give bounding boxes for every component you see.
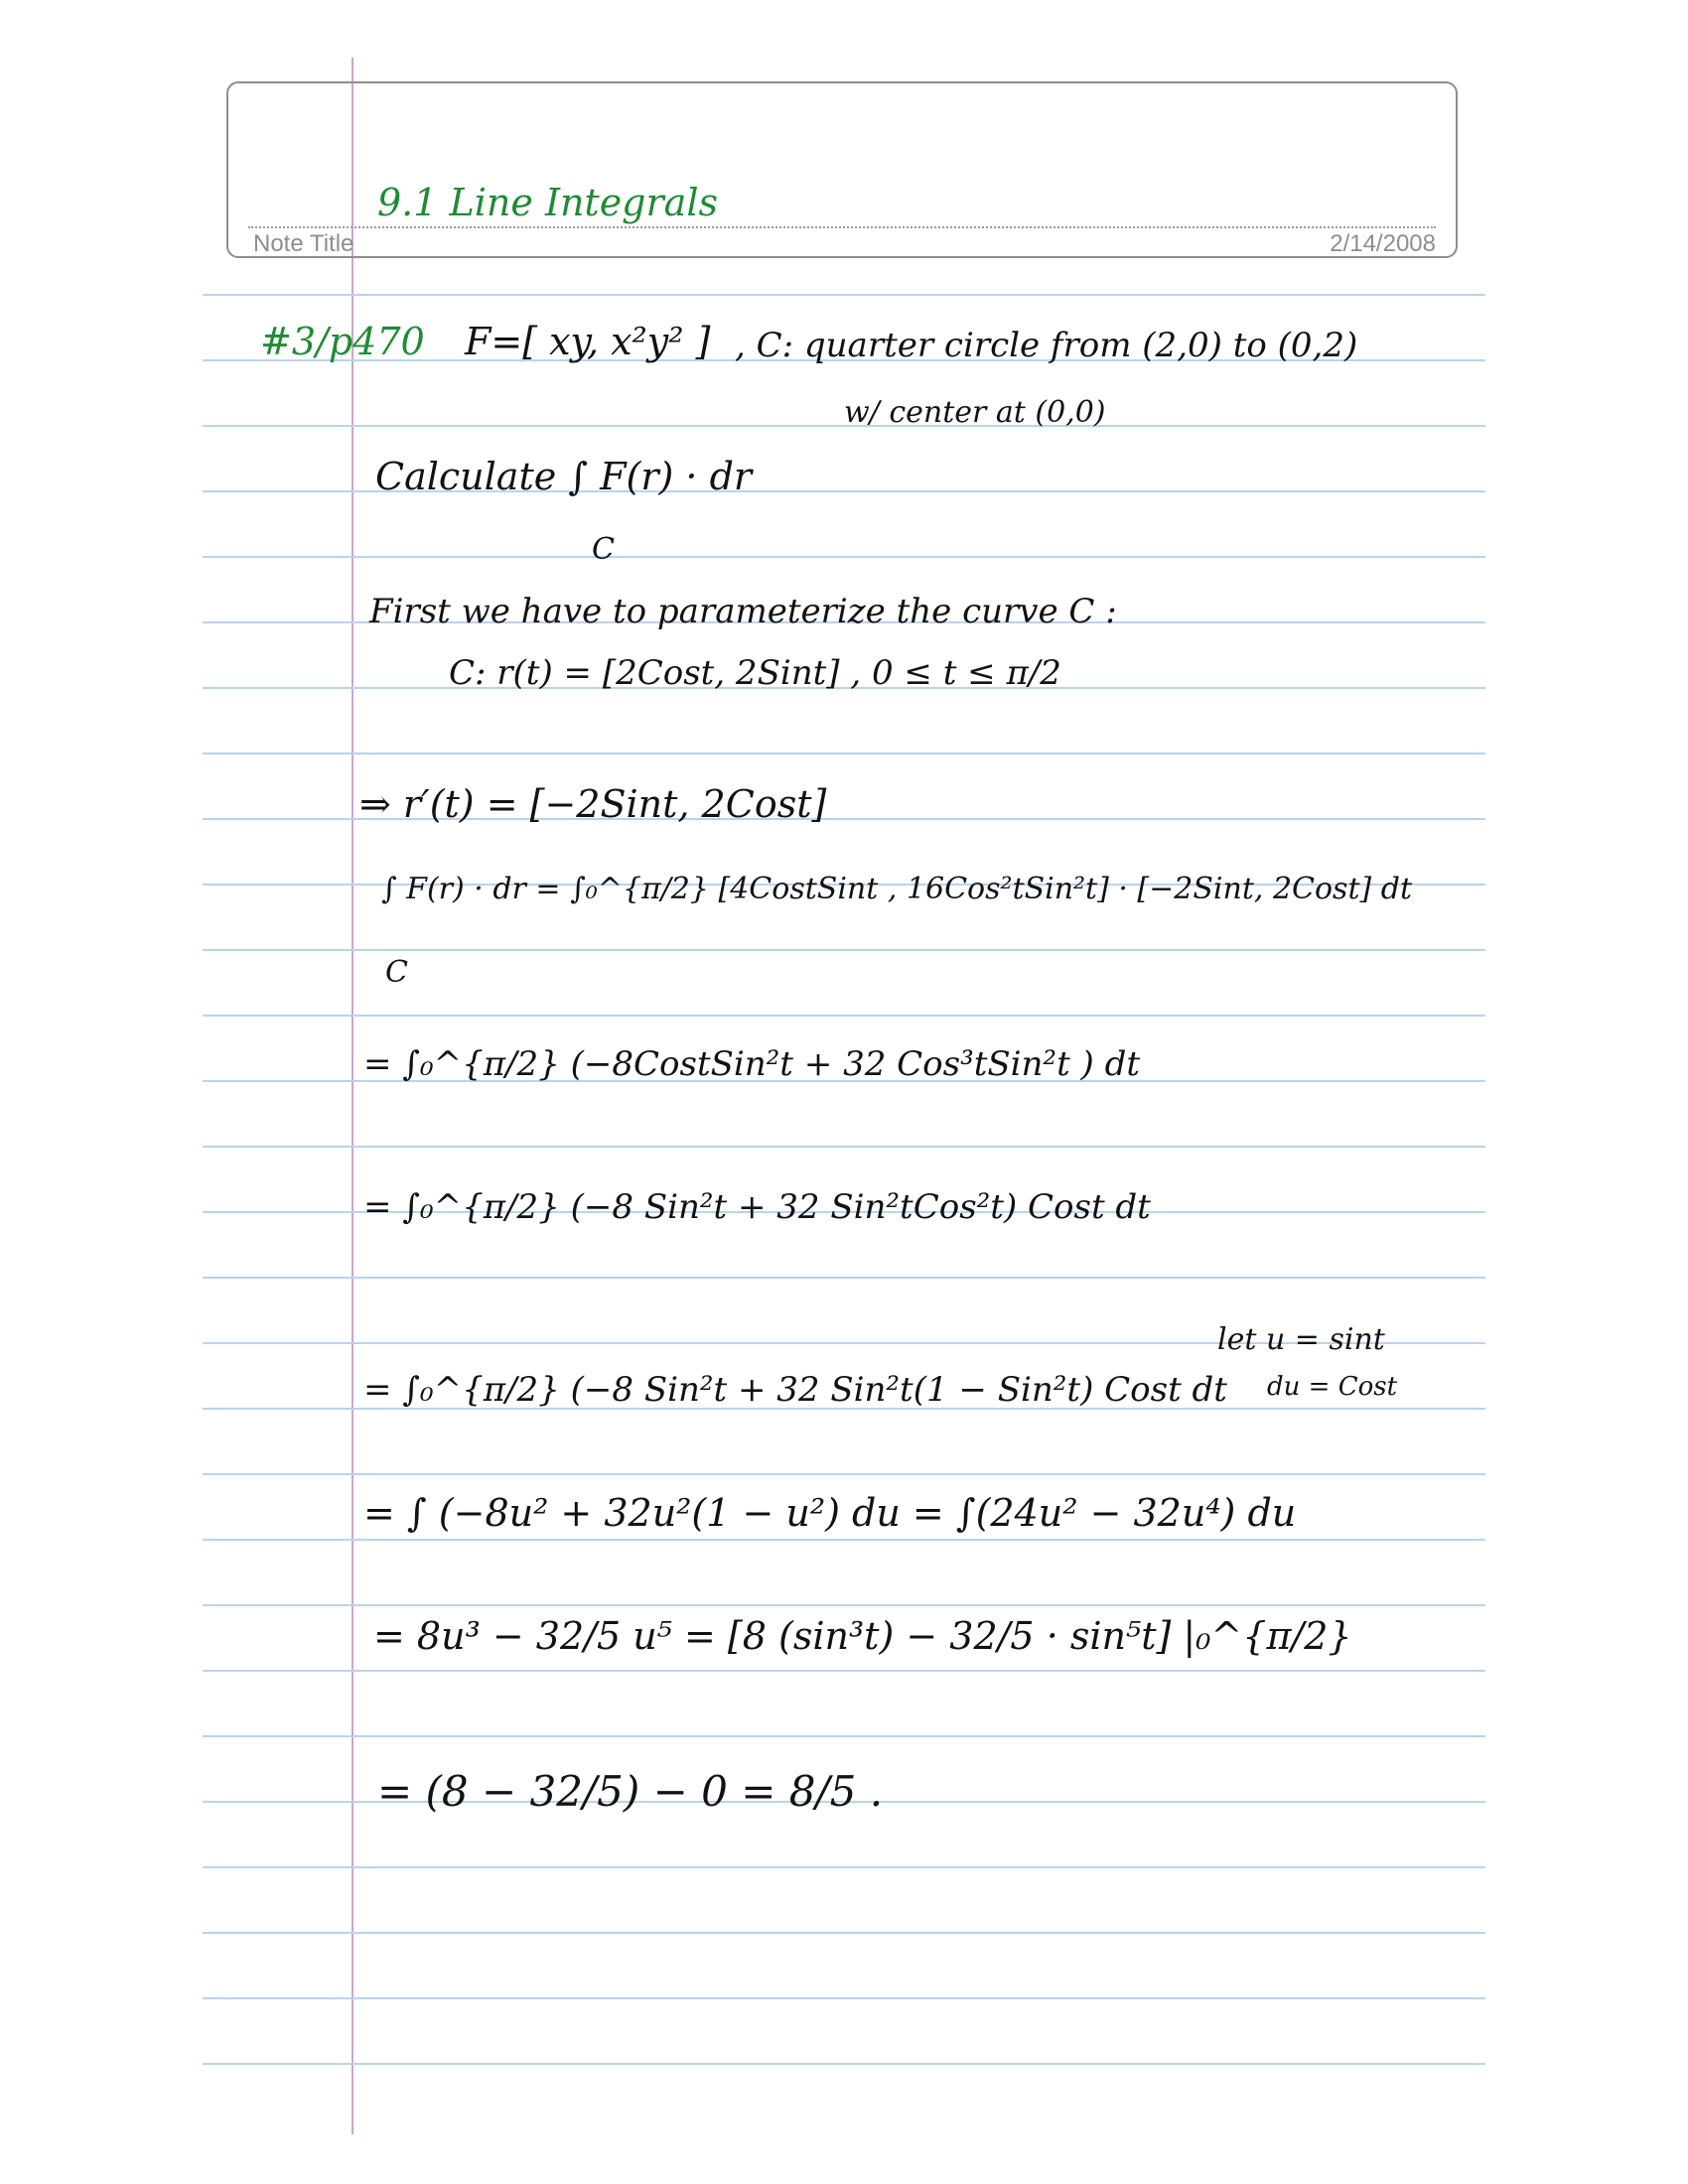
problem-reference: #3/p470	[260, 320, 425, 363]
margin-line	[352, 58, 353, 2134]
equation-line-4: = ∫₀^{π/2} (−8 Sin²t + 32 Sin²t(1 − Sin²t) Cost dt	[363, 1370, 1227, 1410]
ruled-line	[203, 1604, 1485, 1606]
ruled-line	[203, 1932, 1485, 1934]
equation-line-6: = 8u³ − 32/5 u⁵ = [8 (sin³t) − 32/5 · sin⁵t] |₀^{π/2}	[373, 1614, 1352, 1658]
integral-setup: ∫ F(r) · dr = ∫₀^{π/2} [4CostSint , 16Cos²tSin²t] · [−2Sint, 2Cost] dt	[381, 872, 1413, 906]
ruled-line	[203, 556, 1485, 558]
equation-line-3: = ∫₀^{π/2} (−8 Sin²t + 32 Sin²tCos²t) Cost dt	[363, 1187, 1151, 1227]
equation-line-2: = ∫₀^{π/2} (−8CostSin²t + 32 Cos³tSin²t ) dt	[363, 1044, 1141, 1084]
final-result: = (8 − 32/5) − 0 = 8/5 .	[377, 1767, 884, 1816]
step-parameterize: First we have to parameterize the curve C :	[369, 592, 1117, 631]
equation-line-5: = ∫ (−8u² + 32u²(1 − u²) du = ∫(24u² − 32u⁴) du	[363, 1491, 1297, 1535]
curve-description: , C: quarter circle from (2,0) to (0,2)	[735, 326, 1358, 365]
substitution-differential: du = Cost	[1267, 1372, 1398, 1402]
note-title-label: Note Title	[253, 230, 354, 257]
integral-setup-subscript: C	[385, 955, 408, 990]
substitution-note: let u = sint	[1217, 1322, 1385, 1357]
ruled-line	[203, 1670, 1485, 1672]
ruled-line	[203, 1539, 1485, 1541]
ruled-line	[203, 1866, 1485, 1868]
ruled-line	[203, 949, 1485, 951]
vector-field: F=[ xy, x²y² ]	[465, 320, 711, 363]
ruled-line	[203, 2063, 1485, 2065]
title-box	[226, 81, 1458, 258]
note-date: 2/14/2008	[1330, 230, 1436, 257]
curve-subscript: C	[592, 532, 615, 567]
ruled-line	[203, 1997, 1485, 1999]
ruled-line	[203, 1473, 1485, 1475]
note-heading: 9.1 Line Integrals	[377, 181, 718, 224]
calculate-prompt: Calculate ∫ F(r) · dr	[375, 455, 753, 498]
derivative: ⇒ r′(t) = [−2Sint, 2Cost]	[359, 782, 827, 826]
title-divider	[248, 226, 1436, 228]
ruled-line	[203, 752, 1485, 754]
curve-center: w/ center at (0,0)	[844, 395, 1106, 430]
ruled-line	[203, 1735, 1485, 1737]
parameterization: C: r(t) = [2Cost, 2Sint] , 0 ≤ t ≤ π/2	[449, 653, 1061, 693]
ruled-line	[203, 1277, 1485, 1279]
ruled-line	[203, 1015, 1485, 1017]
ruled-line	[203, 294, 1485, 296]
ruled-line	[203, 1146, 1485, 1148]
